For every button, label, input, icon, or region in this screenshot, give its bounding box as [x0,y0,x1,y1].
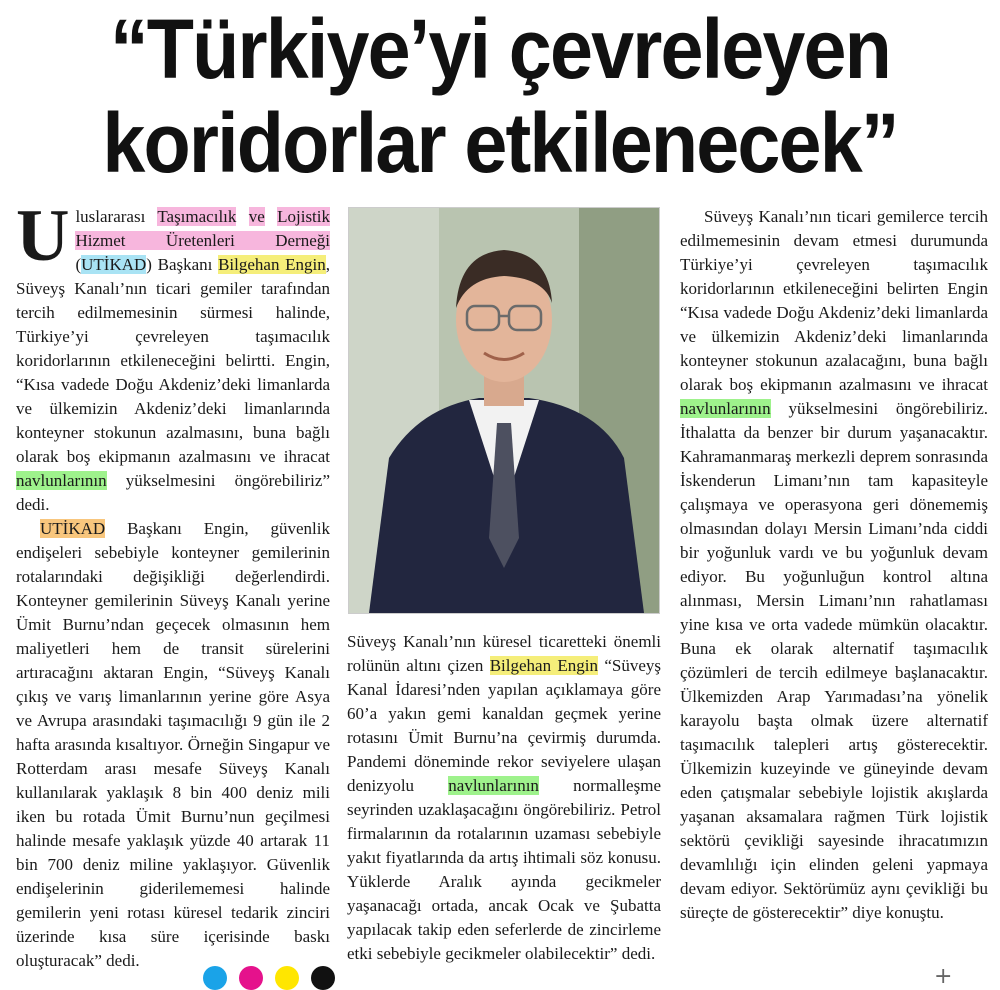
yellow-swatch [275,966,299,990]
highlighted-term: navlunlarının [16,471,107,490]
paragraph-text [16,519,330,970]
article-paragraph [16,517,330,973]
article-paragraph [347,630,661,966]
highlighted-term: navlunlarının [680,399,771,418]
paragraph-text [347,632,661,963]
headline-line-1: “Türkiye’yi çevreleyen [109,2,891,96]
text-run [265,207,277,226]
article-paragraph [680,205,988,925]
crosshair-icon: + [934,964,953,989]
drop-cap: U [16,195,70,277]
text-run: yükselmesini öngörebiliriz. İthalatta da benzer bir durum yaşanacaktır. Kahramanmaraş merkezli deprem sonrasında İskenderun Limanı’nın tam kapasiteyle çalışmaya ve operasyona geri dönememiş olmasından dolayı Mersin Limanı’nda ciddi bir yoğunluk vardı ve bu yoğunluk devam ediyor. Bu yoğunluğun kontrol altına alınması, Mersin Limanı’nın rahatlaması yine kısa ve orta vadede mümkün olacaktır. Buna ek olarak alternatif taşımacılık çözümleri de tercih edilmeye başlanacaktır. Ülkemizden Arap Yarımadası’na yönelik karayolu başta olmak üzere alternatif taşımacılık talepleri artış gösterecektir. Ülkemizin kuzeyinde ve güneyinde devam eden çatışmalar sebebiyle lojistik akışlarda yaşanan aksamalara rağmen Türk lojistik sektörü çevikliği sayesinde ihracatımızın devamlılığı için elinden geleni yapmaya devam ediyor. Sektörümüz aynı çevikliği bu süreçte de gösterecektir” diye konuştu. [680,399,988,922]
text-run: Süveyş Kanalı’nın ticari gemilerce tercih edilmemesinin devam etmesi durumunda Türkiye’yi çevreleyen taşımacılık koridorlarının etkileneceğini belirten Engin “Kısa vadede Doğu Akdeniz’deki limanlarda ve ülkemizin Akdeniz’deki limanlarında konteyner stokunun azalacağını, buna bağlı olarak boş ekipmanın azalmasını ve ihracat [680,207,988,394]
text-run: normalleşme seyrinden uzaklaşacağını öngörebiliriz. Petrol firmalarının da rotalarının uzaması sebebiyle yakıt fiyatlarında da artış ihtimali söz konusu. Yüklerde Aralık ayında gecikmeler yaşanacağı ortada, ancak Ocak ve Şubatta yapılacak takip eden seferlerde de zincirleme etki sebebiyle gecikmeler olabilecektir” dedi. [347,776,661,963]
black-swatch [311,966,335,990]
text-run: “Süveyş Kanal İdaresi’nden yapılan açıklamaya göre 60’a yakın gemi kanaldan geçmek yerine rotasını Ümit Burnu’na çevirmiş durumda. Pandemi döneminde rekor seviyelere ulaşan denizyolu [347,656,662,795]
text-run [236,207,248,226]
highlighted-term: Bilgehan Engin [489,656,599,675]
article-column-3 [680,205,988,925]
text-run: Başkanı Engin, güvenlik endişeleri sebebiyle konteyner gemilerinin rotalarındaki değişikliği değerlendirdi. Konteyner gemilerinin Süveyş Kanalı yerine Ümit Burnu’ndan geçecek olmasının hem maliyetleri hem de transit sürelerini artıracağını aktaran Engin, “Süveyş Kanalı çıkış ve varış limanlarının yerine göre Asya ve Avrupa arasındaki taşımacılığı 9 gün ile 2 hafta arasında kısaltıyor. Örneğin Singapur ve Rotterdam arası mesafe Süveyş Kanalı kullanılarak yaklaşık 8 bin 400 deniz mili iken bu rotada Ümit Burnu’nun geçilmesi halinde mesafe yaklaşık yüzde 40 artarak 11 bin 700 deniz miline yaklaşıyor. Güvenlik endişelerinin giderilememesi halinde gemilerin yeni rotası küresel tedarik zinciri üzerinde kısa süre içerisinde baskı oluşturacak” dedi. [16,519,330,970]
article-paragraph [16,195,331,517]
article-column-2 [347,630,661,966]
cyan-swatch [203,966,227,990]
text-run: Süveyş Kanalı’nın küresel ticaretteki önemli rolünün altını çizen [347,632,661,675]
article-column-1 [16,195,331,973]
highlighted-term: UTİKAD [81,255,147,274]
highlighted-term: navlunlarının [448,776,539,795]
highlighted-term: Taşımacılık [157,207,237,226]
paragraph-text [680,207,988,922]
magenta-swatch [239,966,263,990]
text-run: ( [75,255,82,274]
portrait-illustration [349,208,659,613]
highlighted-term: UTİKAD [40,519,106,538]
portrait-photo [348,207,660,614]
headline [40,2,960,190]
headline-line-2: koridorlar etkilenecek” [102,96,898,190]
highlighted-term: Bilgehan Engin [218,255,326,274]
text-run: yükselmesini öngörebiliriz” dedi. [16,471,330,514]
text-run: luslararası [75,207,158,226]
text-run: , Süveyş Kanalı’nın ticari gemiler tarafından tercih edilmemesinin sürmesi halinde, Türkiye’yi çevreleyen taşımacılık koridorlarının etkileneceğini belirtti. Engin, “Kısa vadede Doğu Akdeniz’deki limanlarda ve ülkemizin Akdeniz’deki limanlarında konteyner stokunun azalmasını, buna bağlı olarak boş ekipmanın azalmasını ve ihracat [16,255,330,466]
text-run: ) Başkanı [146,255,219,274]
highlighted-term: Lojistik Hizmet Üretenleri Derneği [75,207,331,250]
highlighted-term: ve [248,207,265,226]
